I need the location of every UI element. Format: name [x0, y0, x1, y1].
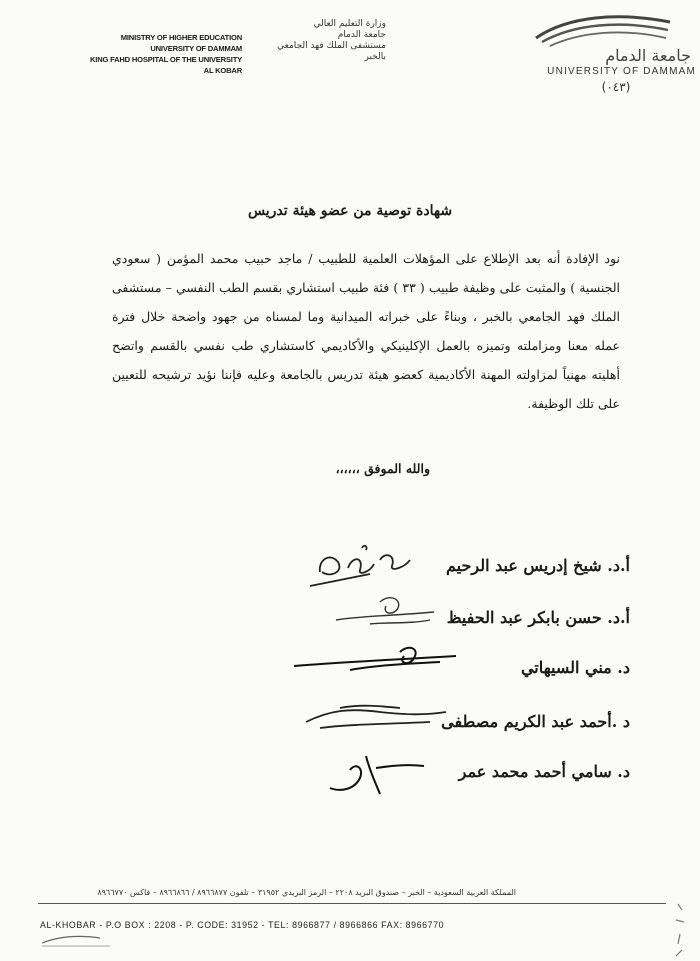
signatory-row	[0, 762, 700, 798]
footer-small-logo-icon	[40, 933, 120, 947]
header-ar-line-4: بالخبر	[364, 52, 386, 62]
signature-scribble-icon	[300, 542, 430, 594]
signatory-row	[0, 608, 700, 644]
closing-phrase: والله الموفق ،،،،،،	[335, 461, 430, 476]
logo-english-name: UNIVERSITY OF DAMMAM	[547, 66, 696, 77]
signatory-name: د. مني السيهاتي	[520, 658, 630, 677]
signature-scribble-icon	[320, 748, 430, 798]
logo-code: (٠٤٣)	[601, 80, 631, 94]
signatory-name: د. سامي أحمد محمد عمر	[458, 762, 630, 781]
signatory-name: أ.د. شيخ إدريس عبد الرحيم	[446, 556, 630, 575]
header-en-line-1: MINISTRY OF HIGHER EDUCATION	[120, 33, 242, 42]
page-edge-mark-icon	[668, 900, 692, 960]
logo-arabic-name: جامعة الدمام	[605, 46, 691, 65]
signatory-name: أ.د. حسن بابكر عبد الحفيظ	[446, 608, 630, 627]
signature-scribble-icon	[290, 644, 460, 684]
footer-address-english: AL-KHOBAR - P.O BOX : 2208 - P. CODE: 31952 - TEL: 8966877 / 8966866 FAX: 8966770	[40, 920, 445, 930]
university-logo-icon	[528, 8, 678, 48]
header-english	[72, 32, 242, 76]
signatory-name: د .أحمد عبد الكريم مصطفى	[441, 712, 630, 731]
header-ar-line-1: وزارة التعليم العالي	[313, 19, 386, 29]
signatory-row	[0, 658, 700, 694]
footer-address-arabic: المملكة العربية السعودية – الخبر – صندوق البريد ٢٢٠٨ – الرمز البريدي ٣١٩٥٢ – تلفون ٨٩٦٦٨٧٧ / ٨٩٦٦٨٦٦ – فاكس ٨٩٦٦٧٧٠	[97, 888, 516, 897]
recommendation-body: نود الإفادة أنه بعد الإطلاع على المؤهلات العلمية للطبيب / ماجد حبيب محمد المؤمن ( سعودي الجنسية ) والمثبت على وظيفة طبيب ( ٣٣ ) فئة طبيب استشاري بقسم الطب النفسي – مستشفى الملك فهد الجامعي بالخبر ، وبناءً على خبراته الميدانية وما لمسناه من جهود واضحة خلال فترة عمله معنا ومزاملته وتميزه بالعمل الإكلينيكي والأكاديمي كاستشاري طب نفسي بالقسم واتضح أهليته مهنياً لمزاولته المهنة الأكاديمية كعضو هيئة تدريس بالجامعة وعليه فإننا نؤيد ترشيحه للتعيين على تلك الوظيفة.	[112, 251, 620, 411]
header-arabic	[246, 19, 386, 63]
signature-scribble-icon	[330, 594, 440, 634]
signatory-row	[0, 556, 700, 592]
header-ar-line-3: مستشفى الملك فهد الجامعي	[277, 41, 386, 51]
document-title: شهادة توصية من عضو هيئة تدريس	[247, 203, 453, 219]
header-en-line-3: KING FAHD HOSPITAL OF THE UNIVERSITY	[90, 55, 242, 64]
footer-divider	[38, 903, 666, 904]
header-en-line-4: AL KOBAR	[203, 66, 242, 75]
header-ar-line-2: جامعة الدمام	[337, 30, 386, 40]
signature-scribble-icon	[300, 698, 450, 738]
header-en-line-2: UNIVERSITY OF DAMMAM	[150, 44, 242, 53]
signatory-row	[0, 712, 700, 748]
